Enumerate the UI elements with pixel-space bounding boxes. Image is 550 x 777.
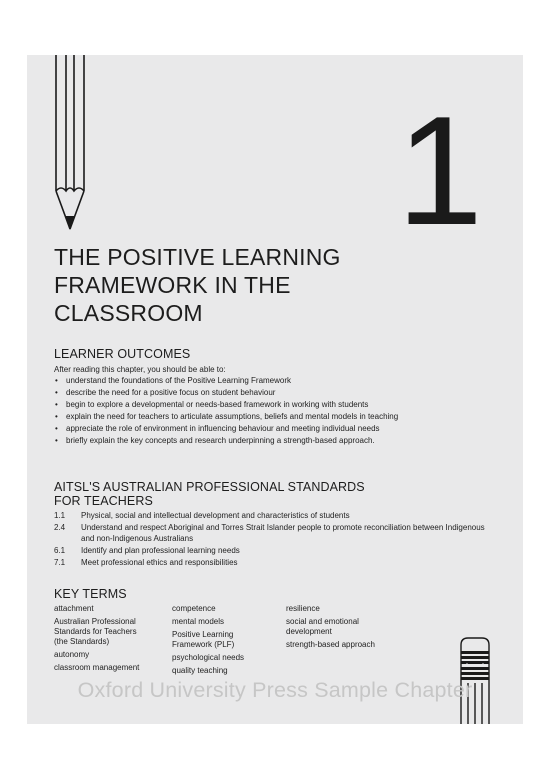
pencil-icon bbox=[52, 55, 88, 243]
chapter-title-line: THE POSITIVE LEARNING bbox=[54, 244, 341, 270]
chapter-opener-page bbox=[27, 55, 523, 724]
standard-row bbox=[54, 558, 494, 569]
list-item: • appreciate the role of environment in influencing behaviour and meeting individual needs bbox=[54, 424, 494, 435]
standard-text: Understand and respect Aboriginal and Torres Strait Islander people to promote reconciliation between Indigenous and non-Indigenous Australians bbox=[81, 523, 485, 543]
standard-text: Identify and plan professional learning needs bbox=[81, 545, 240, 555]
list-item: • briefly explain the key concepts and research underpinning a strength-based approach. bbox=[54, 436, 494, 447]
key-terms-grid bbox=[54, 604, 494, 679]
key-terms-column bbox=[54, 604, 146, 679]
key-term: strength-based approach bbox=[286, 640, 375, 649]
key-term: competence bbox=[172, 604, 216, 613]
chapter-title-line: FRAMEWORK IN THE bbox=[54, 272, 291, 298]
standards-list bbox=[54, 511, 494, 568]
learner-outcomes-intro: After reading this chapter, you should be able to: bbox=[54, 365, 226, 374]
key-terms-heading: KEY TERMS bbox=[54, 587, 127, 601]
standards-heading-line: FOR TEACHERS bbox=[54, 494, 153, 508]
learner-outcomes-list bbox=[54, 376, 494, 447]
key-term: quality teaching bbox=[172, 666, 228, 675]
standard-row bbox=[54, 523, 494, 544]
list-item: • understand the foundations of the Positive Learning Framework bbox=[54, 376, 494, 387]
key-term: social and emotional development bbox=[286, 617, 359, 636]
key-term: psychological needs bbox=[172, 653, 245, 662]
standard-number: 7.1 bbox=[54, 557, 66, 567]
standard-row bbox=[54, 511, 494, 522]
standard-number: 2.4 bbox=[54, 523, 66, 532]
standards-heading bbox=[54, 480, 494, 508]
chapter-title bbox=[54, 243, 384, 327]
standard-row bbox=[54, 546, 494, 557]
list-item: • explain the need for teachers to articulate assumptions, beliefs and mental models in teaching bbox=[54, 412, 494, 423]
key-term: autonomy bbox=[54, 650, 90, 659]
standard-text: Physical, social and intellectual development and characteristics of students bbox=[81, 511, 350, 520]
standard-text: Meet professional ethics and responsibilities bbox=[81, 557, 238, 567]
chapter-number: 1 bbox=[396, 84, 483, 257]
key-term: classroom management bbox=[54, 663, 140, 672]
key-term: mental models bbox=[172, 617, 225, 626]
standard-number: 1.1 bbox=[54, 511, 66, 520]
learner-outcomes-section bbox=[54, 347, 494, 448]
key-terms-section bbox=[54, 587, 494, 679]
learner-outcomes-heading: LEARNER OUTCOMES bbox=[54, 347, 191, 361]
key-term: Positive Learning Framework (PLF) bbox=[172, 630, 235, 649]
key-term: Australian Professional Standards for Teachers (the Standards) bbox=[54, 617, 137, 646]
standard-number: 6.1 bbox=[54, 545, 66, 555]
list-item: • begin to explore a developmental or needs-based framework in working with students bbox=[54, 400, 494, 411]
key-term: resilience bbox=[286, 604, 320, 613]
key-terms-column bbox=[286, 604, 396, 679]
list-item: • describe the need for a positive focus on student behaviour bbox=[54, 388, 494, 399]
chapter-title-line: CLASSROOM bbox=[54, 300, 203, 326]
sample-chapter-watermark: Oxford University Press Sample Chapter bbox=[77, 678, 473, 702]
standards-section bbox=[54, 480, 494, 570]
standards-heading-line: AITSL'S AUSTRALIAN PROFESSIONAL STANDARDS bbox=[54, 480, 365, 494]
key-terms-column bbox=[172, 604, 264, 679]
key-term: attachment bbox=[54, 604, 94, 613]
